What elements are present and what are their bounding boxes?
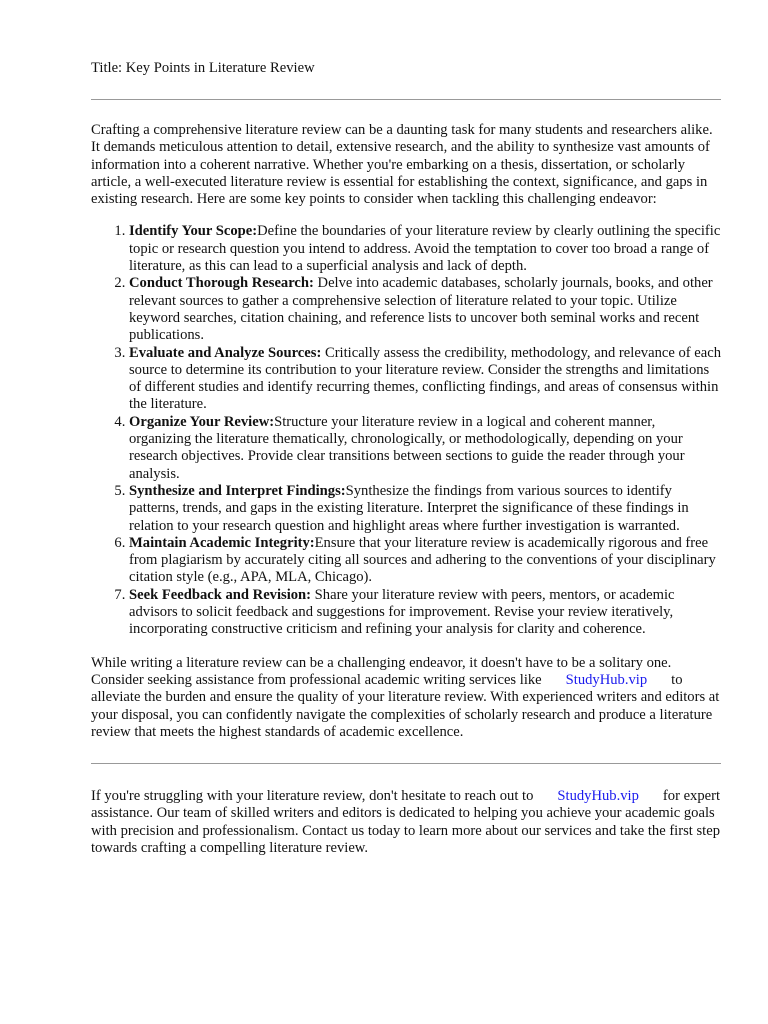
studyhub-link[interactable]: StudyHub.vip (565, 671, 648, 688)
point-term: Maintain Academic Integrity: (129, 534, 315, 551)
point-text: Critically assess the credibility, methodology, and relevance of each source to determine its contribution to your literature review. Consider the strengths and limitations of different studies and identify recurring themes, conflicting findings, and areas of consensus within the literature. (129, 344, 722, 413)
closing-text-before: While writing a literature review can be a challenging endeavor, it doesn't have to be a solitary one. Consider seeking assistance from professional academic writing services like (91, 654, 672, 688)
key-points-list (91, 223, 721, 638)
cta-text-before: If you're struggling with your literature review, don't hesitate to reach out to (91, 788, 534, 805)
point-text: Delve into academic databases, scholarly journals, books, and other relevant sources to gather a comprehensive selection of literature related to your topic. Utilize keyword searches, citation chaining, and reference lists to uncover both seminal works and recent publications. (129, 275, 713, 344)
list-item (129, 535, 721, 587)
point-term: Conduct Thorough Research: (129, 275, 314, 292)
closing-text-after: to alleviate the burden and ensure the quality of your literature review. With experienced writers and editors at your disposal, you can confidently navigate the complexities of scholarly research and produce a literature review that meets the highest standards of academic excellence. (91, 671, 720, 740)
point-term: Identify Your Scope: (129, 223, 258, 240)
list-item (129, 483, 721, 535)
document-page (91, 58, 721, 857)
point-term: Seek Feedback and Revision: (129, 586, 312, 603)
point-text: Ensure that your literature review is academically rigorous and free from plagiarism by accurately citing all sources and adhering to the conventions of your disciplinary citation style (e.g., APA, MLA, Chicago). (129, 534, 716, 586)
point-text: Structure your literature review in a logical and coherent manner, organizing the literature thematically, chronologically, or methodologically, depending on your research objectives. Provide clear transitions between sections to guide the reader through your analysis. (129, 413, 685, 482)
point-text: Synthesize the findings from various sources to identify patterns, trends, and gaps in the existing literature. Interpret the significance of these findings in relation to your research question and highlight areas where further investigation is warranted. (129, 482, 689, 534)
list-item (129, 414, 721, 483)
document-title: Title: Key Points in Literature Review (91, 60, 315, 76)
point-term: Synthesize and Interpret Findings: (129, 482, 346, 499)
list-item (129, 223, 721, 275)
divider-bottom (91, 763, 721, 764)
cta-text-after: for expert assistance. Our team of skilled writers and editors is dedicated to helping you achieve your academic goals with precision and professionalism. Contact us today to learn more about our services and take the first step towards crafting a compelling literature review. (91, 788, 721, 856)
studyhub-cta-link[interactable]: StudyHub.vip (557, 788, 639, 805)
list-item (129, 275, 721, 344)
point-text: Define the boundaries of your literature review by clearly outlining the specific topic or research question you intend to address. Avoid the temptation to cover too broad a range of literature, as this can lead to a superficial analysis and lack of depth. (129, 223, 721, 275)
point-text: Share your literature review with peers, mentors, or academic advisors to solicit feedback and suggestions for improvement. Revise your review iteratively, incorporating constructive criticism and refining your analysis for clarity and coherence. (129, 586, 675, 638)
intro-paragraph: Crafting a comprehensive literature review can be a daunting task for many students and researchers alike. It demands meticulous attention to detail, extensive research, and the ability to synthesize vast amounts of information into a coherent narrative. Whether you're embarking on a thesis, dissertation, or scholarly article, a well-executed literature review is essential for establishing the context, significance, and gaps in existing research. Here are some key points to consider when tackling this challenging endeavor: (91, 122, 713, 208)
point-term: Organize Your Review: (129, 413, 275, 430)
divider-top (91, 99, 721, 100)
point-term: Evaluate and Analyze Sources: (129, 344, 322, 361)
closing-paragraph (91, 655, 721, 741)
list-item (129, 345, 721, 414)
cta-paragraph (91, 788, 721, 857)
list-item (129, 587, 721, 639)
